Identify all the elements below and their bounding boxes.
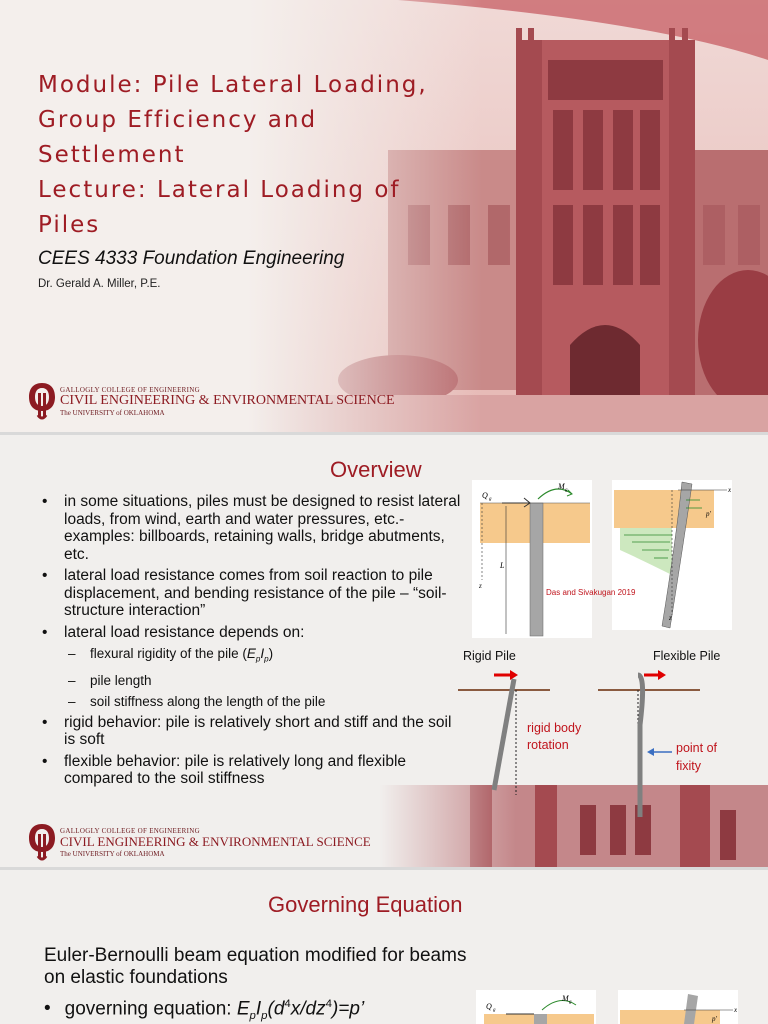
svg-text:x: x (734, 1006, 738, 1014)
sub-bullet: – soil stiffness along the length of the pile (40, 693, 465, 710)
college-line3: The UNIVERSITY of OKLAHOMA (60, 850, 165, 858)
fig-z-label: z (479, 582, 482, 590)
college-line1: GALLOGLY COLLEGE OF ENGINEERING (60, 386, 200, 394)
pile-figure-b-small (618, 990, 738, 1024)
pile-figure-b (612, 480, 732, 630)
title-line: Settlement (38, 142, 186, 168)
pile-behavior-sketch (450, 665, 710, 825)
svg-text:p': p' (712, 1015, 717, 1023)
sub-bullet: – pile length (40, 672, 465, 689)
flexible-pile-label: Flexible Pile (653, 649, 721, 663)
slide-title (38, 68, 468, 243)
svg-text:g: g (493, 1008, 496, 1013)
fig-x-label: x (728, 486, 732, 494)
bullet: • flexible behavior: pile is relatively long and flexible compared to the soil stiffness (40, 753, 465, 788)
rigid-note: rotation (527, 738, 569, 752)
svg-text:g: g (565, 488, 568, 493)
governing-intro: Euler-Bernoulli beam equation modified for beams on elastic foundations (44, 945, 467, 988)
bullet: • lateral load resistance depends on: (40, 624, 465, 642)
fig-l-label: L (500, 561, 505, 570)
svg-text:g: g (569, 1000, 572, 1005)
overview-bullets (40, 493, 465, 792)
svg-text:z: z (669, 614, 672, 622)
author-name: Dr. Gerald A. Miller, P.E. (38, 278, 161, 290)
title-line: Group Efficiency and (38, 107, 318, 133)
fixity-note: fixity (676, 759, 701, 773)
fig-m-label: M (558, 482, 565, 491)
college-line3: The UNIVERSITY of OKLAHOMA (60, 409, 165, 417)
governing-equation: • governing equation: $E_pI_p(d^4x/dz^4)=p$’ (44, 998, 364, 1022)
rigid-note: rigid body (527, 721, 582, 735)
figure-credit: Das and Sivakugan 2019 (546, 588, 636, 597)
svg-text:Q: Q (486, 1002, 492, 1011)
overview-slide (0, 435, 768, 867)
title-line: Lecture: Lateral Loading of (38, 177, 401, 203)
course-subtitle: CEES 4333 Foundation Engineering (38, 248, 345, 269)
overview-heading: Overview (330, 457, 422, 482)
ou-logo-icon (27, 381, 57, 421)
college-line2: CIVIL ENGINEERING & ENVIRONMENTAL SCIENCE (60, 393, 395, 408)
svg-text:M: M (562, 994, 569, 1003)
fixity-note: point of (676, 741, 718, 755)
bullet: • lateral load resistance comes from soil reaction to pile displacement, and bending resistance of the pile – “soil-structure interaction” (40, 567, 465, 620)
title-slide (0, 0, 768, 432)
college-logo-block (27, 381, 427, 427)
title-line: Piles (38, 212, 101, 238)
title-line: Module: Pile Lateral Loading, (38, 72, 428, 98)
governing-heading: Governing Equation (268, 892, 463, 917)
bullet: • in some situations, piles must be designed to resist lateral loads, from wind, earth and water pressures, etc.-examples: billboards, retaining walls, bridge abutments, etc. (40, 493, 465, 563)
governing-equation-slide (0, 870, 768, 1024)
college-line2: CIVIL ENGINEERING & ENVIRONMENTAL SCIENCE (60, 834, 371, 849)
sub-bullet: – flexural rigidity of the pile $(E_pI_p)$ (40, 645, 465, 668)
ou-logo-icon (27, 822, 57, 862)
bullet: • rigid behavior: pile is relatively short and stiff and the soil is soft (40, 714, 465, 749)
college-line1: GALLOGLY COLLEGE OF ENGINEERING (60, 827, 200, 835)
svg-text:g: g (489, 497, 492, 502)
college-logo-block (27, 822, 427, 867)
fig-p-label: p' (706, 510, 711, 518)
fig-q-label: Q (482, 491, 488, 500)
pile-figure-a (472, 480, 592, 638)
rigid-pile-label: Rigid Pile (463, 649, 516, 663)
pile-figure-a-small (476, 990, 596, 1024)
